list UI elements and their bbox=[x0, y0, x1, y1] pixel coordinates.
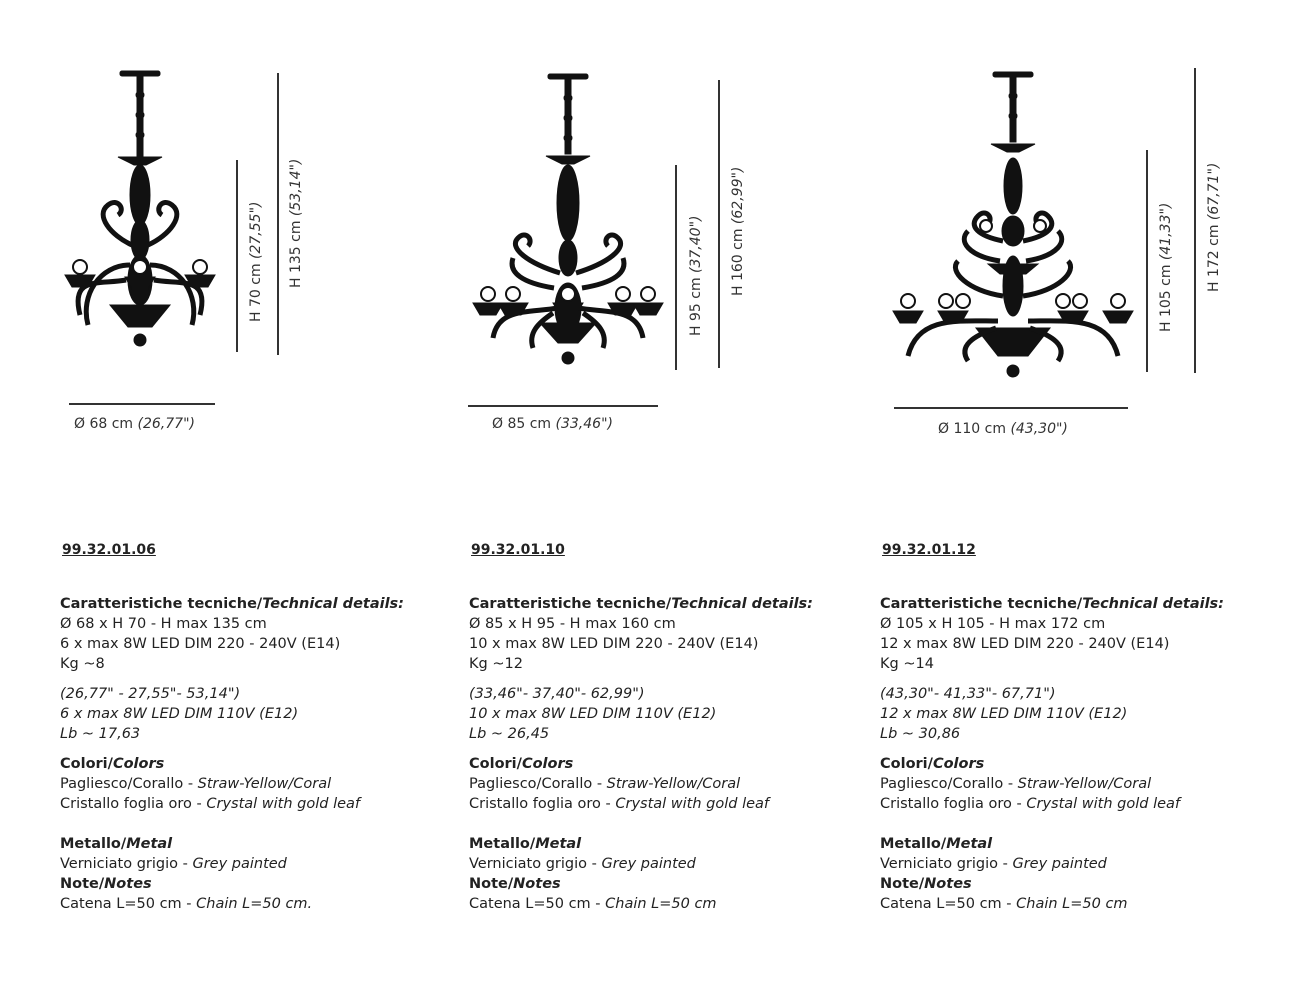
product-specs bbox=[60, 594, 460, 914]
diameter-label: Ø 68 cm (26,77") bbox=[74, 416, 195, 432]
height-dimension-line bbox=[675, 165, 677, 370]
color-option-1: Pagliesco/Corallo - Straw-Yellow/Coral bbox=[469, 776, 741, 792]
metal-spec: Verniciato grigio - Grey painted bbox=[60, 856, 287, 872]
product-specs bbox=[880, 594, 1280, 914]
weight-lb-spec: Lb ~ 30,86 bbox=[880, 726, 961, 742]
weight-lb-spec: Lb ~ 26,45 bbox=[469, 726, 550, 742]
inch-sizes-spec: (26,77" - 27,55"- 53,14") bbox=[60, 686, 241, 702]
weight-spec: Kg ~14 bbox=[880, 656, 934, 672]
weight-spec: Kg ~8 bbox=[60, 656, 105, 672]
diameter-dimension-line bbox=[69, 403, 215, 405]
size-spec: Ø 105 x H 105 - H max 172 cm bbox=[880, 616, 1106, 632]
product-code: 99.32.01.10 bbox=[471, 542, 565, 558]
max-height-dimension-line bbox=[1194, 68, 1196, 373]
notes-heading: Note/Notes bbox=[880, 876, 972, 892]
bulbs-us-spec: 10 x max 8W LED DIM 110V (E12) bbox=[469, 706, 717, 722]
colors-heading: Colori/Colors bbox=[60, 756, 165, 772]
notes-spec: Catena L=50 cm - Chain L=50 cm bbox=[880, 896, 1128, 912]
colors-heading: Colori/Colors bbox=[469, 756, 574, 772]
max-height-dimension-label: H 135 cm (53,14") bbox=[288, 158, 304, 288]
notes-heading: Note/Notes bbox=[60, 876, 152, 892]
weight-spec: Kg ~12 bbox=[469, 656, 523, 672]
product-code: 99.32.01.06 bbox=[62, 542, 156, 558]
metal-heading: Metallo/Metal bbox=[880, 836, 993, 852]
bulbs-us-spec: 12 x max 8W LED DIM 110V (E12) bbox=[880, 706, 1128, 722]
product-column-2 bbox=[410, 0, 840, 984]
chandelier-12-lights-drawing bbox=[888, 66, 1138, 386]
tech-details-heading: Caratteristiche tecniche/Technical details: bbox=[880, 596, 1224, 612]
height-dimension-line bbox=[236, 160, 238, 352]
diameter-label: Ø 85 cm (33,46") bbox=[492, 416, 613, 432]
bulbs-spec: 12 x max 8W LED DIM 220 - 240V (E14) bbox=[880, 636, 1170, 652]
metal-heading: Metallo/Metal bbox=[469, 836, 582, 852]
diameter-dimension-line bbox=[894, 407, 1128, 409]
metal-heading: Metallo/Metal bbox=[60, 836, 173, 852]
metal-spec: Verniciato grigio - Grey painted bbox=[469, 856, 696, 872]
product-specs bbox=[469, 594, 869, 914]
chandelier-6-lights-drawing bbox=[60, 65, 240, 365]
notes-spec: Catena L=50 cm - Chain L=50 cm bbox=[469, 896, 717, 912]
height-dimension-label: H 95 cm (37,40") bbox=[688, 215, 704, 336]
inch-sizes-spec: (43,30"- 41,33"- 67,71") bbox=[880, 686, 1056, 702]
product-column-3 bbox=[820, 0, 1250, 984]
inch-sizes-spec: (33,46"- 37,40"- 62,99") bbox=[469, 686, 645, 702]
diameter-dimension-line bbox=[468, 405, 658, 407]
color-option-2: Cristallo foglia oro - Crystal with gold leaf bbox=[469, 796, 770, 812]
product-column-1 bbox=[0, 0, 430, 984]
metal-spec: Verniciato grigio - Grey painted bbox=[880, 856, 1107, 872]
weight-lb-spec: Lb ~ 17,63 bbox=[60, 726, 141, 742]
height-dimension-line bbox=[1146, 150, 1148, 372]
diameter-label: Ø 110 cm (43,30") bbox=[938, 421, 1068, 437]
color-option-2: Cristallo foglia oro - Crystal with gold leaf bbox=[60, 796, 361, 812]
size-spec: Ø 85 x H 95 - H max 160 cm bbox=[469, 616, 676, 632]
size-spec: Ø 68 x H 70 - H max 135 cm bbox=[60, 616, 267, 632]
notes-heading: Note/Notes bbox=[469, 876, 561, 892]
tech-details-heading: Caratteristiche tecniche/Technical details: bbox=[469, 596, 813, 612]
bulbs-us-spec: 6 x max 8W LED DIM 110V (E12) bbox=[60, 706, 299, 722]
max-height-dimension-label: H 160 cm (62,99") bbox=[730, 166, 746, 296]
color-option-2: Cristallo foglia oro - Crystal with gold leaf bbox=[880, 796, 1181, 812]
notes-spec: Catena L=50 cm - Chain L=50 cm. bbox=[60, 896, 313, 912]
bulbs-spec: 6 x max 8W LED DIM 220 - 240V (E14) bbox=[60, 636, 341, 652]
color-option-1: Pagliesco/Corallo - Straw-Yellow/Coral bbox=[60, 776, 332, 792]
colors-heading: Colori/Colors bbox=[880, 756, 985, 772]
bulbs-spec: 10 x max 8W LED DIM 220 - 240V (E14) bbox=[469, 636, 759, 652]
color-option-1: Pagliesco/Corallo - Straw-Yellow/Coral bbox=[880, 776, 1152, 792]
chandelier-10-lights-drawing bbox=[468, 68, 668, 368]
tech-details-heading: Caratteristiche tecniche/Technical details: bbox=[60, 596, 404, 612]
max-height-dimension-label: H 172 cm (67,71") bbox=[1206, 162, 1222, 292]
height-dimension-label: H 105 cm (41,33") bbox=[1158, 202, 1174, 332]
height-dimension-label: H 70 cm (27,55") bbox=[248, 201, 264, 322]
product-code: 99.32.01.12 bbox=[882, 542, 976, 558]
max-height-dimension-line bbox=[277, 73, 279, 355]
max-height-dimension-line bbox=[718, 80, 720, 368]
